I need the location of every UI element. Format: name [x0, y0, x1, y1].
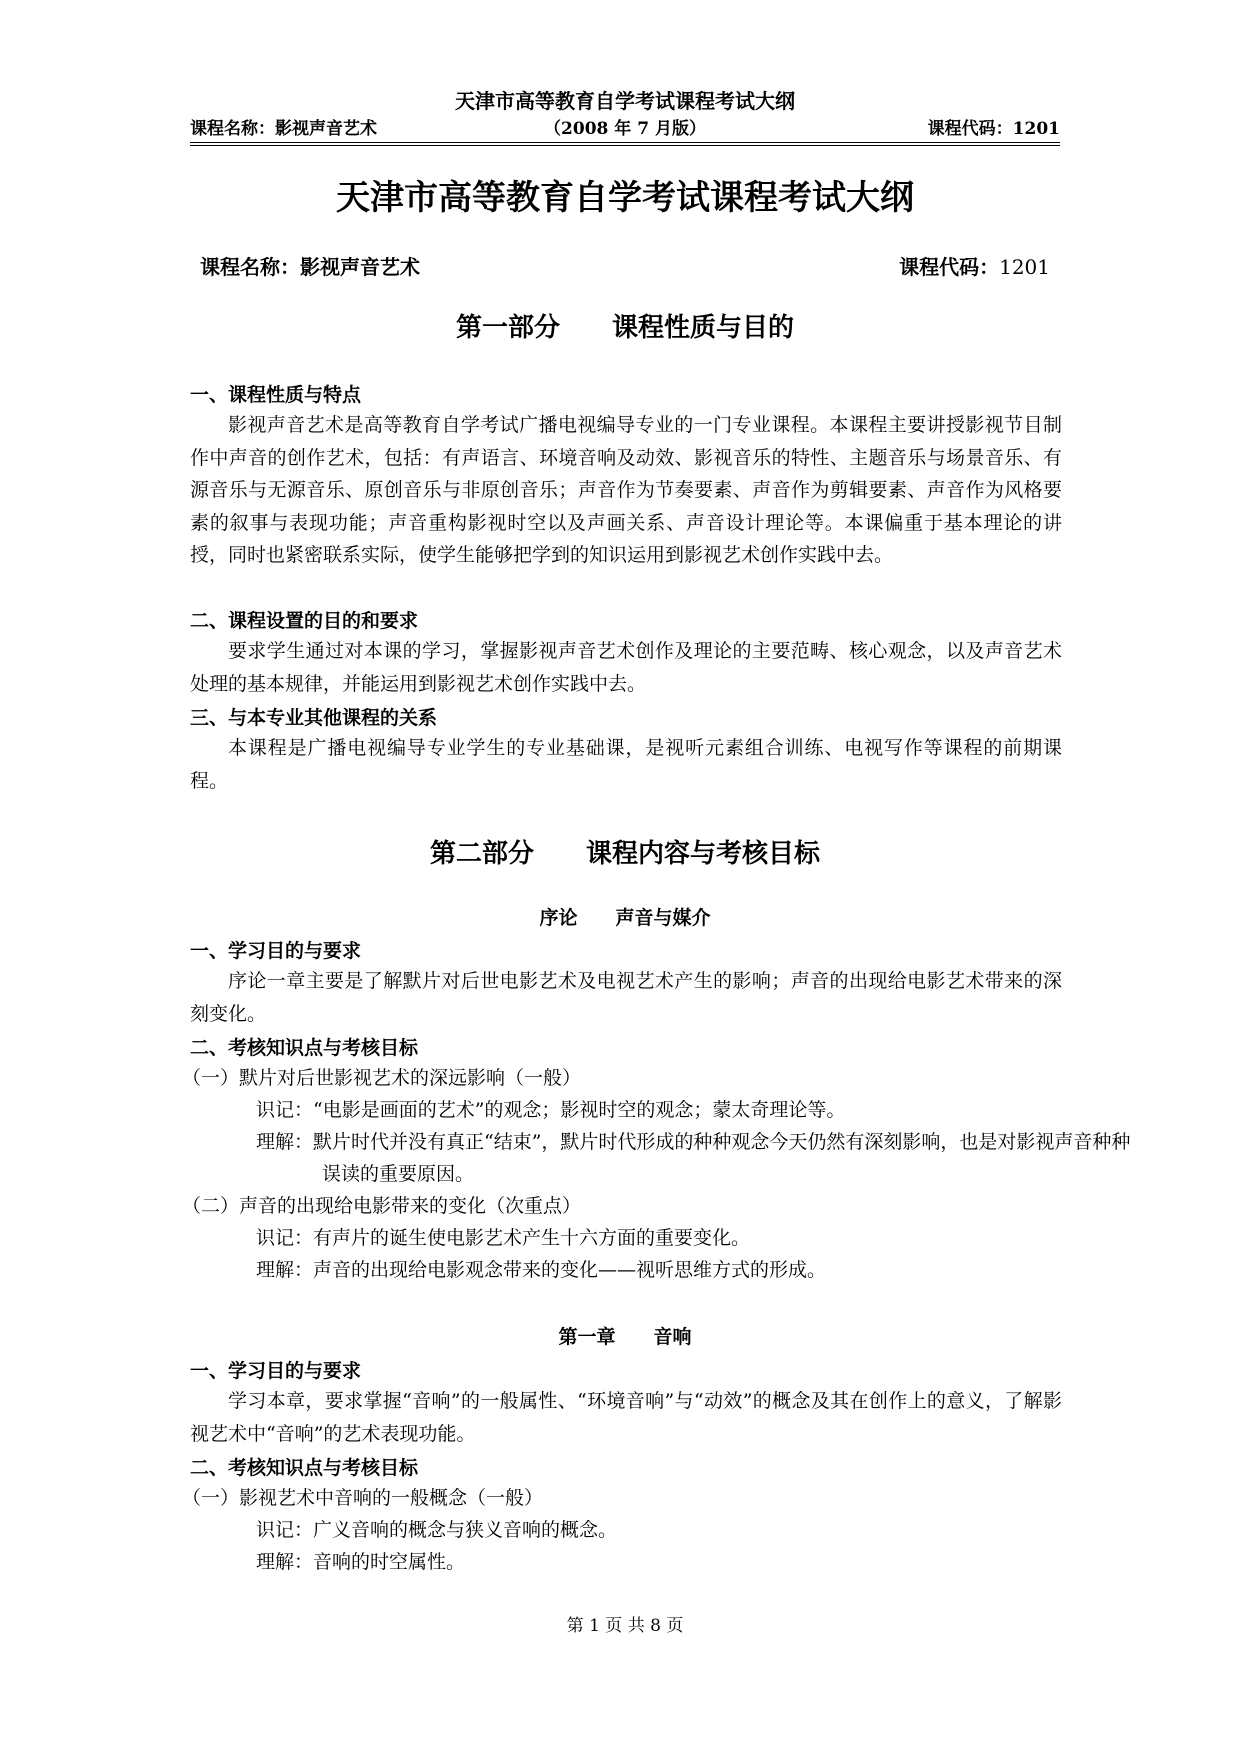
chapter-title: 第一章 音响 — [558, 1326, 692, 1348]
recall-item: 识记：广义音响的概念与狭义音响的概念。 — [256, 1519, 618, 1541]
knowledge-point: （二）声音的出现给电影带来的变化（次重点） — [182, 1195, 582, 1217]
understand-item: 理解：音响的时空属性。 — [256, 1551, 466, 1573]
running-header-row — [190, 117, 1060, 141]
recall-item: 识记：有声片的诞生使电影艺术产生十六方面的重要变化。 — [256, 1227, 751, 1249]
recall-item: 识记：“电影是画面的艺术”的观念；影视时空的观念；蒙太奇理论等。 — [256, 1099, 846, 1121]
paragraph: 序论一章主要是了解默片对后世电影艺术及电视艺术产生的影响；声音的出现给电影艺术带来的深刻变化。 — [190, 970, 1062, 1025]
course-code-label: 课程代码： — [899, 255, 1000, 279]
section-heading: 一、学习目的与要求 — [190, 940, 362, 962]
part2-title: 第二部分 课程内容与考核目标 — [429, 839, 820, 869]
course-code-value: 1201 — [999, 255, 1050, 279]
section-heading: 一、学习目的与要求 — [190, 1360, 362, 1382]
section-heading: 二、考核知识点与考核目标 — [190, 1037, 419, 1059]
running-header-course-name: 课程名称：影视声音艺术 — [190, 119, 377, 139]
paragraph: 本课程是广播电视编导专业学生的专业基础课，是视听元素组合训练、电视写作等课程的前期课程。 — [190, 737, 1062, 792]
knowledge-point: （一）影视艺术中音响的一般概念（一般） — [182, 1487, 544, 1509]
running-header-edition: （2008 年 7 月版） — [544, 119, 706, 139]
running-header-title: 天津市高等教育自学考试课程考试大纲 — [455, 89, 795, 113]
course-info — [200, 252, 1050, 282]
page-number: 第 1 页 共 8 页 — [566, 1616, 684, 1636]
understand-item: 理解：默片时代并没有真正“结束”，默片时代形成的种种观念今天仍然有深刻影响，也是对影视声音种种误读的重要原因。 — [256, 1131, 1131, 1185]
course-code — [899, 252, 1050, 282]
understand-item: 理解：声音的出现给电影观念带来的变化——视听思维方式的形成。 — [256, 1259, 827, 1281]
paragraph: 学习本章，要求掌握“音响”的一般属性、“环境音响”与“动效”的概念及其在创作上的意义，了解影视艺术中“音响”的艺术表现功能。 — [190, 1390, 1062, 1445]
paragraph: 要求学生通过对本课的学习，掌握影视声音艺术创作及理论的主要范畴、核心观念，以及声音艺术处理的基本规律，并能运用到影视艺术创作实践中去。 — [190, 640, 1062, 695]
section-heading: 二、课程设置的目的和要求 — [190, 610, 419, 632]
chapter-title: 序论 声音与媒介 — [539, 907, 711, 929]
document-title: 天津市高等教育自学考试课程考试大纲 — [336, 178, 914, 218]
paragraph: 影视声音艺术是高等教育自学考试广播电视编导专业的一门专业课程。本课程主要讲授影视节目制作中声音的创作艺术，包括：有声语言、环境音响及动效、影视音乐的特性、主题音乐与场景音乐、有源音乐与无源音乐、原创音乐与非原创音乐；声音作为节奏要素、声音作为剪辑要素、声音作为风格要素的叙事与表现功能；声音重构影视时空以及声画关系、声音设计理论等。本课偏重于基本理论的讲授，同时也紧密联系实际，使学生能够把学到的知识运用到影视艺术创作实践中去。 — [190, 414, 1062, 566]
section-heading: 一、课程性质与特点 — [190, 384, 362, 406]
section-heading: 二、考核知识点与考核目标 — [190, 1457, 419, 1479]
running-header-course-code: 课程代码：1201 — [927, 119, 1060, 139]
knowledge-point: （一）默片对后世影视艺术的深远影响（一般） — [182, 1067, 582, 1089]
section-heading: 三、与本专业其他课程的关系 — [190, 707, 438, 729]
header-rule-thin — [190, 145, 1060, 146]
course-name: 课程名称：影视声音艺术 — [200, 255, 420, 279]
header-rule — [190, 142, 1060, 143]
part1-title: 第一部分 课程性质与目的 — [455, 313, 794, 343]
